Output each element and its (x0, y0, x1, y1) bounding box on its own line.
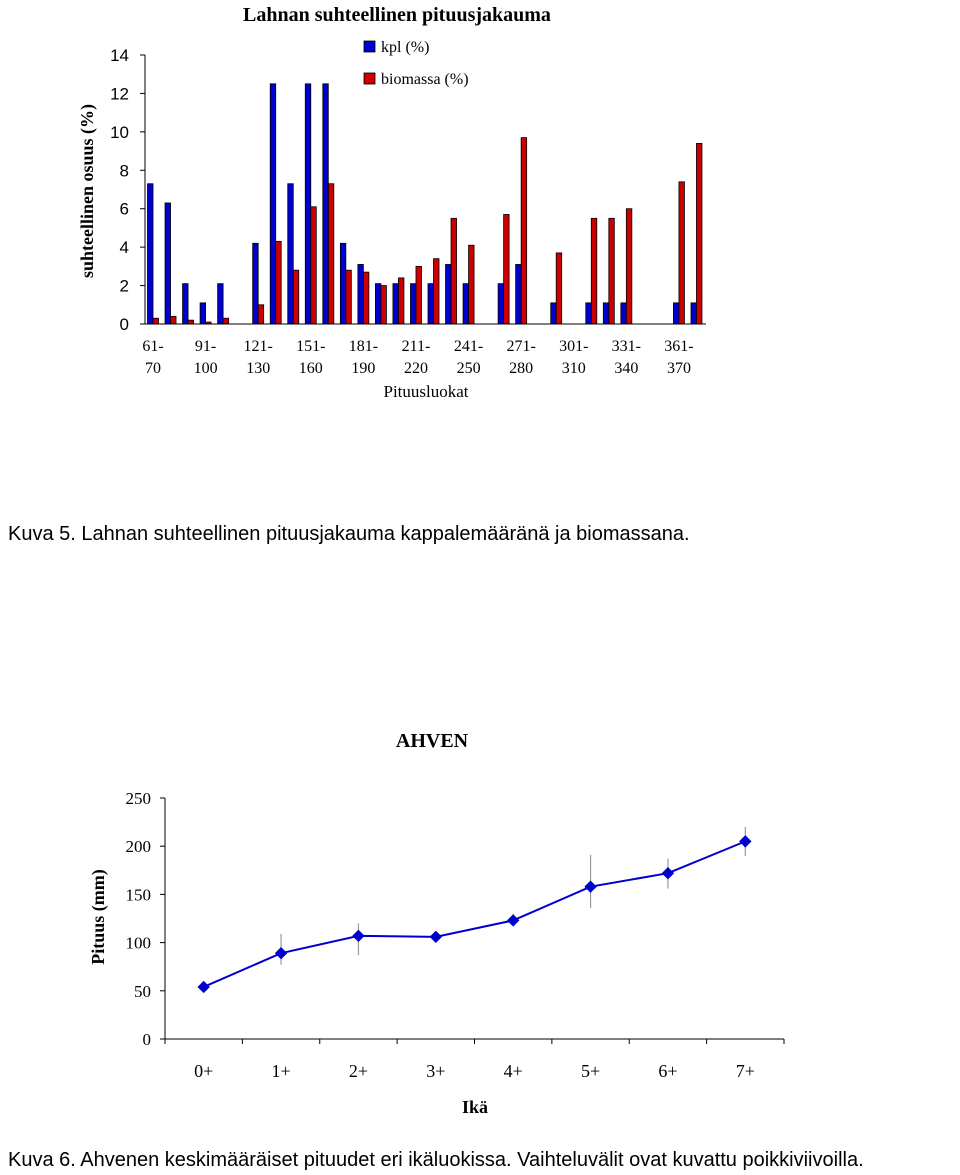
x-category-label: 331- (611, 338, 642, 355)
data-point (353, 930, 364, 941)
x-category-label: 100 (193, 360, 218, 377)
data-point (662, 868, 673, 879)
x-category-label: 211- (401, 338, 431, 355)
series-line (204, 841, 746, 987)
data-point (198, 981, 209, 992)
bar-biomassa (556, 253, 562, 324)
bar-kpl (165, 203, 171, 324)
chart1-y-axis-title: suhteellinen osuus (%) (77, 103, 97, 279)
bar-kpl (288, 184, 294, 324)
y-tick-label: 2 (119, 276, 129, 296)
figure2-caption: Kuva 6. Ahvenen keskimääräiset pituudet eri ikäluokissa. Vaihteluvälit ovat kuvattu poikkiviivoilla. (8, 1149, 864, 1171)
bar-kpl (183, 284, 189, 324)
legend-label-biomassa: biomassa (%) (381, 71, 469, 88)
chart2-x-axis-title: Ikä (461, 1097, 489, 1117)
bar-biomassa (451, 218, 457, 324)
x-category-label: 361- (664, 338, 694, 355)
bar-kpl (673, 303, 679, 324)
bar-biomassa (276, 241, 282, 324)
legend-swatch-biomassa (364, 73, 375, 84)
bar-biomassa (171, 316, 177, 324)
bar-kpl (375, 284, 381, 324)
x-category-label: 151- (296, 338, 326, 355)
chart1-x-axis-title: Pituusluokat (383, 382, 469, 401)
bar-biomassa (346, 270, 352, 324)
bar-biomassa (398, 278, 404, 324)
bar-kpl (148, 184, 154, 324)
bar-biomassa (416, 266, 422, 324)
x-category-label: 181- (348, 338, 379, 355)
x-category-label: 7+ (735, 1061, 755, 1081)
legend-label-kpl: kpl (%) (381, 39, 430, 56)
bar-biomassa (504, 214, 510, 324)
bar-kpl (463, 284, 469, 324)
x-category-label: 5+ (580, 1061, 601, 1081)
x-category-label: 280 (509, 360, 534, 377)
bar-kpl (516, 264, 522, 324)
bar-kpl (200, 303, 206, 324)
bar-biomassa (609, 218, 615, 324)
bar-kpl (428, 284, 434, 324)
legend-swatch-kpl (364, 41, 375, 52)
bar-biomassa (293, 270, 299, 324)
x-category-label: 271- (506, 338, 536, 355)
bar-biomassa (626, 209, 632, 324)
y-tick-label: 50 (134, 981, 151, 1001)
bream-length-distribution-chart (0, 0, 960, 420)
x-category-label: 250 (456, 360, 481, 377)
x-category-label: 3+ (426, 1061, 446, 1081)
x-category-label: 91- (194, 338, 217, 355)
bar-kpl (446, 264, 452, 324)
bar-kpl (410, 284, 416, 324)
x-category-label: 61- (142, 338, 164, 355)
data-point (508, 915, 519, 926)
bar-biomassa (434, 259, 440, 324)
bar-biomassa (311, 207, 317, 324)
x-category-label: 241- (453, 338, 484, 355)
bar-kpl (323, 84, 329, 324)
data-point (430, 931, 441, 942)
y-tick-label: 100 (125, 933, 151, 953)
chart2-title: AHVEN (395, 730, 469, 752)
data-point (276, 948, 287, 959)
y-tick-label: 0 (119, 315, 129, 334)
bar-biomassa (258, 305, 264, 324)
bar-kpl (253, 243, 259, 324)
bar-biomassa (521, 138, 527, 324)
bar-biomassa (469, 245, 475, 324)
chart2-y-axis-title: Pituus (mm) (88, 869, 108, 965)
y-tick-label: 250 (125, 789, 151, 808)
x-category-label: 4+ (503, 1061, 523, 1081)
x-category-label: 160 (298, 360, 323, 377)
bar-biomassa (363, 272, 369, 324)
bar-kpl (498, 284, 504, 324)
x-category-label: 6+ (658, 1061, 678, 1081)
x-category-label: 301- (559, 338, 589, 355)
x-category-label: 220 (403, 360, 428, 377)
bar-kpl (393, 284, 399, 324)
y-tick-label: 0 (142, 1030, 151, 1049)
bar-kpl (551, 303, 557, 324)
bar-biomassa (591, 218, 597, 324)
bar-kpl (218, 284, 224, 324)
y-tick-label: 14 (110, 46, 129, 65)
x-category-label: 190 (351, 360, 376, 377)
bar-biomassa (188, 320, 194, 324)
bar-biomassa (381, 286, 387, 324)
chart1-title: Lahnan suhteellinen pituusjakauma (243, 4, 551, 26)
bar-kpl (603, 303, 609, 324)
bar-biomassa (153, 318, 159, 324)
data-point (740, 836, 751, 847)
bar-kpl (270, 84, 276, 324)
figure1-caption: Kuva 5. Lahnan suhteellinen pituusjakauma kappalemääränä ja biomassana. (8, 523, 690, 545)
data-point (585, 881, 596, 892)
x-category-label: 0+ (194, 1061, 214, 1081)
y-tick-label: 12 (110, 84, 129, 104)
bar-biomassa (696, 143, 702, 324)
y-tick-label: 6 (119, 199, 129, 219)
bar-kpl (691, 303, 697, 324)
bar-biomassa (223, 318, 229, 324)
chart1-legend (364, 39, 469, 88)
bar-kpl (586, 303, 592, 324)
x-category-label: 130 (246, 360, 271, 377)
y-tick-label: 10 (110, 122, 129, 142)
bar-kpl (358, 264, 364, 324)
bar-kpl (621, 303, 627, 324)
y-tick-label: 150 (125, 885, 151, 905)
x-category-label: 2+ (348, 1061, 369, 1081)
x-category-label: 310 (561, 360, 586, 377)
x-category-label: 121- (243, 338, 273, 355)
bar-kpl (305, 84, 311, 324)
y-tick-label: 200 (125, 837, 151, 857)
x-category-label: 370 (666, 360, 691, 377)
bar-biomassa (328, 184, 334, 324)
x-category-label: 340 (614, 360, 639, 377)
bar-kpl (340, 243, 346, 324)
y-tick-label: 8 (119, 161, 129, 181)
perch-mean-length-chart (0, 725, 960, 1145)
x-category-label: 1+ (271, 1061, 291, 1081)
bar-biomassa (679, 182, 685, 324)
x-category-label: 70 (145, 360, 161, 377)
y-tick-label: 4 (119, 238, 129, 258)
